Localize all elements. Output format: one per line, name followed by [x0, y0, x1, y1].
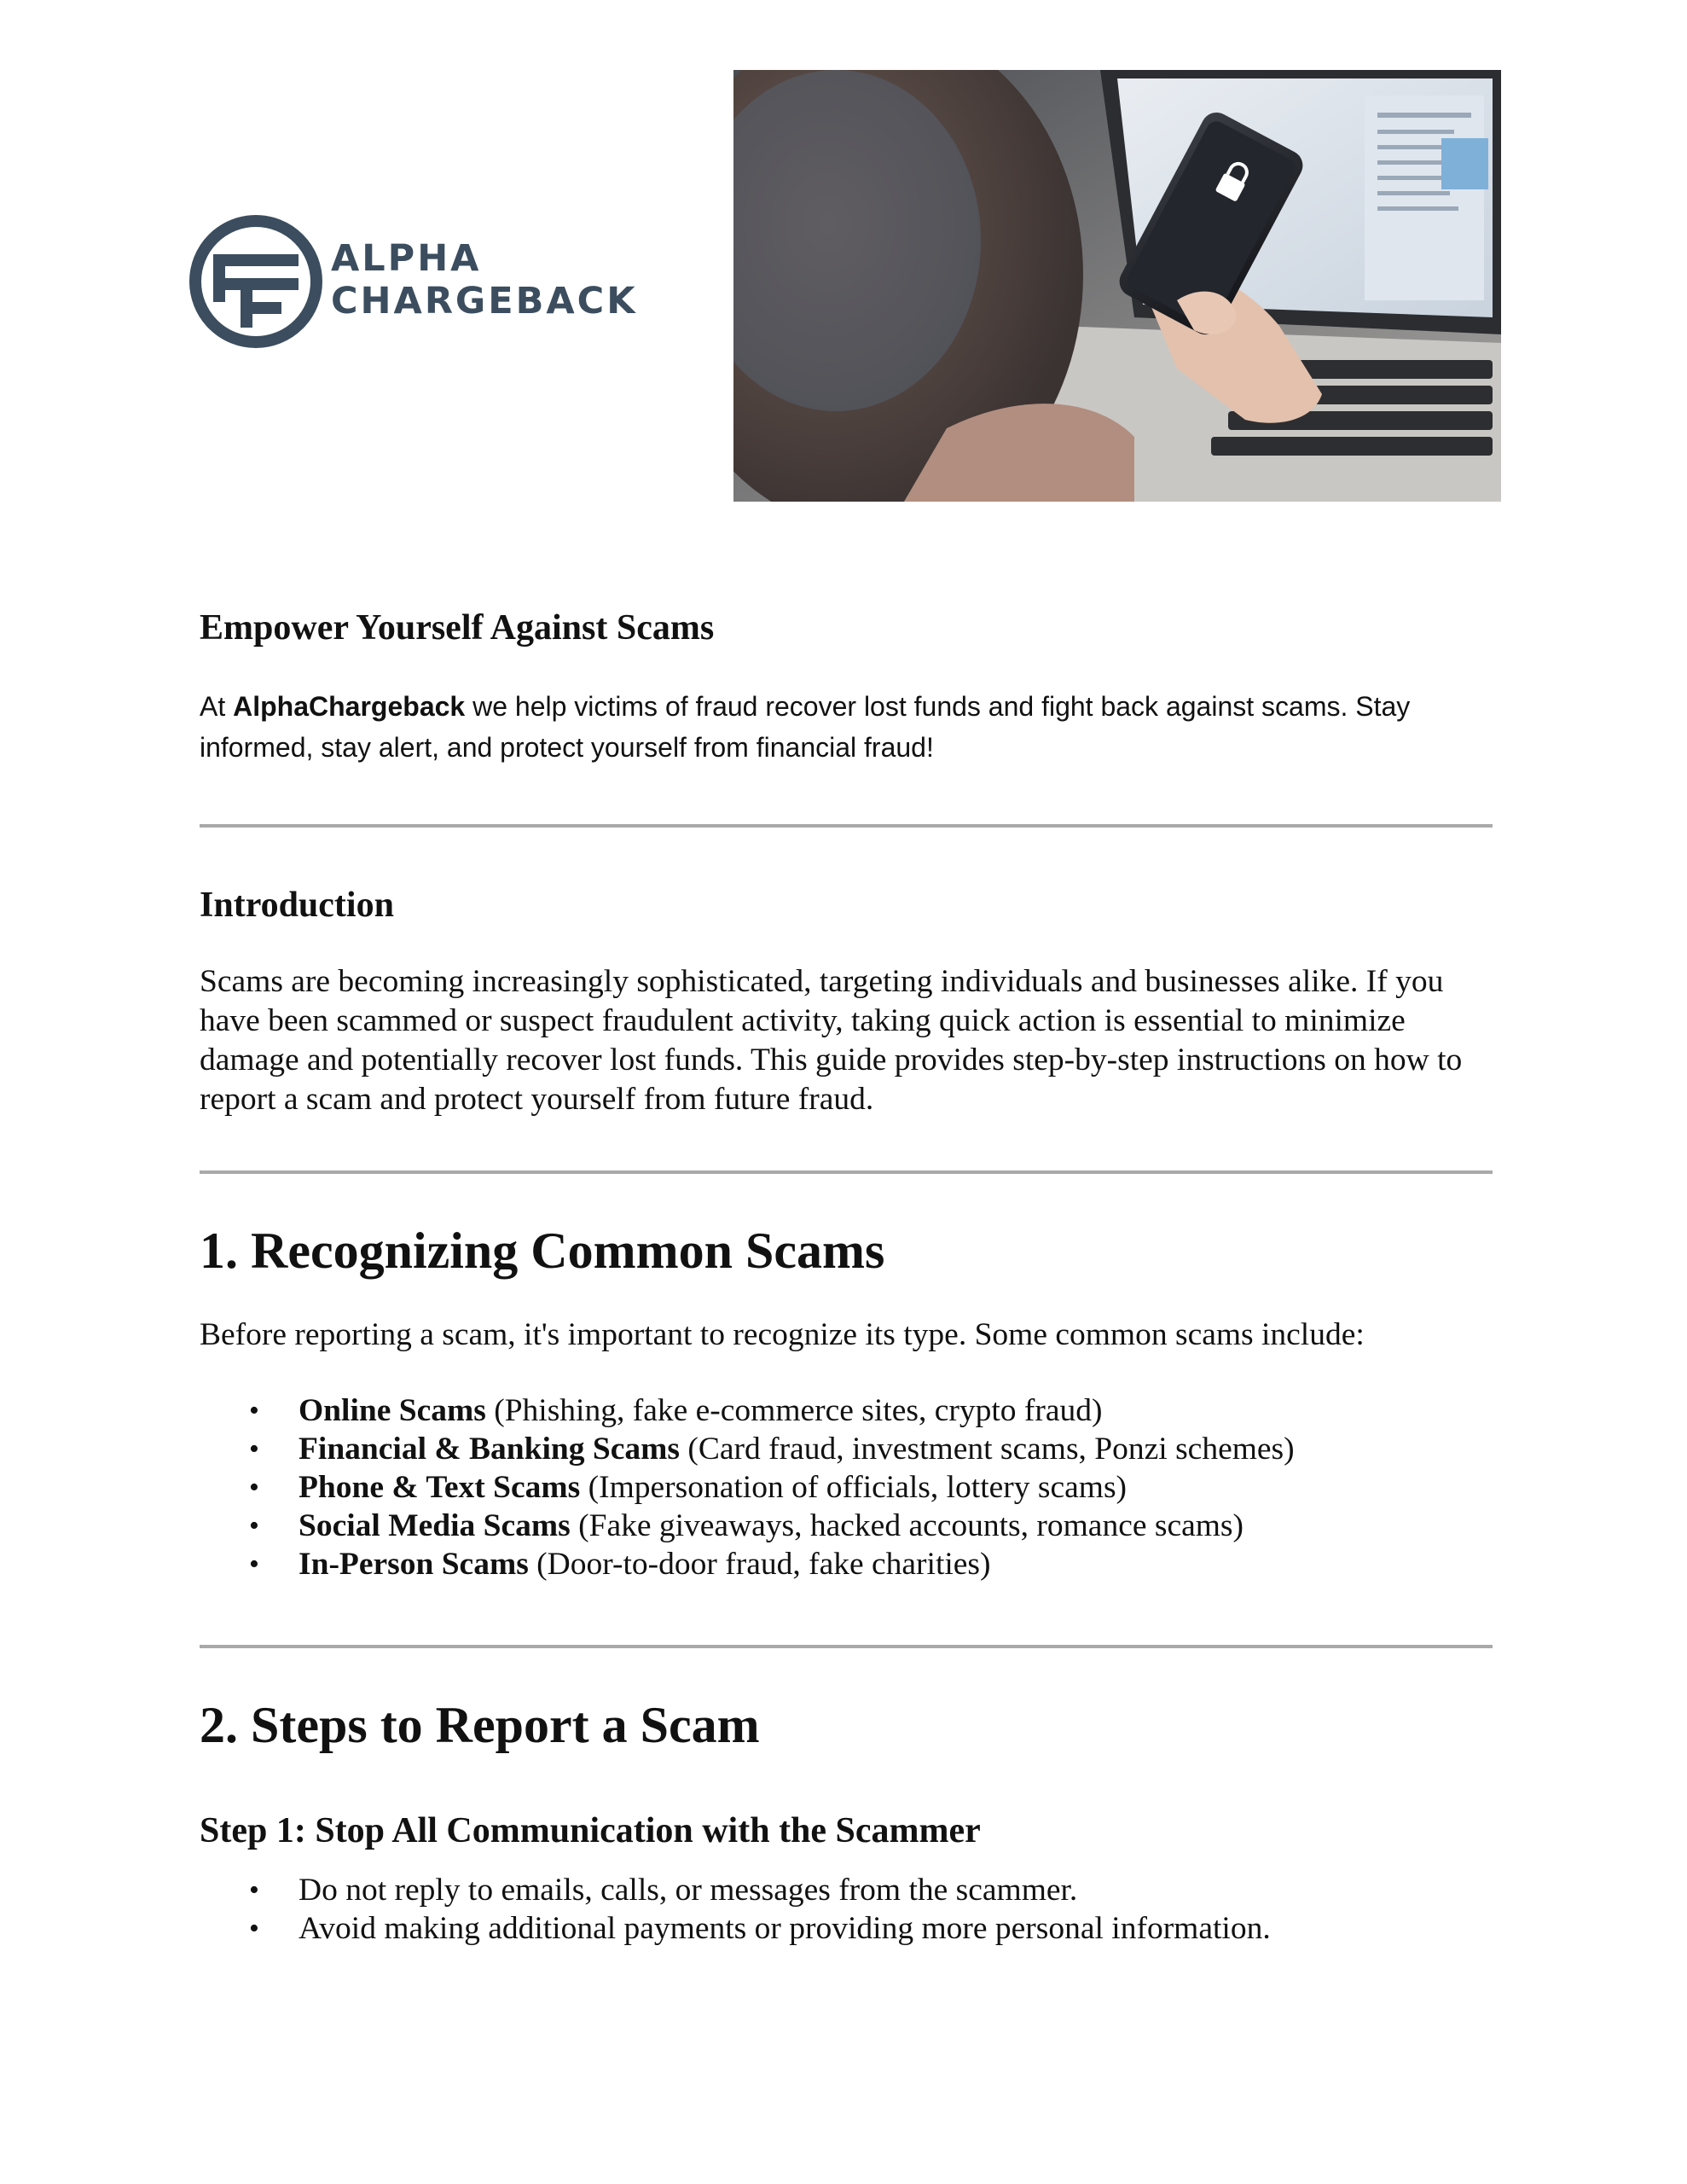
logo-line-2: CHARGEBACK [331, 280, 638, 322]
list-item-text: (Fake giveaways, hacked accounts, romance scams) [570, 1508, 1244, 1543]
list-item-text: (Card fraud, investment scams, Ponzi schemes) [679, 1432, 1295, 1467]
list-item-text: (Door-to-door fraud, fake charities) [528, 1547, 991, 1582]
list-item: • Do not reply to emails, calls, or messages from the scammer. [200, 1871, 1496, 1909]
section-1-heading: 1. Recognizing Common Scams [200, 1223, 885, 1279]
logo-line-1: ALPHA [331, 237, 482, 280]
list-item: • Avoid making additional payments or providing more personal information. [200, 1909, 1496, 1948]
divider [200, 1170, 1493, 1174]
section-2-heading: 2. Steps to Report a Scam [200, 1697, 760, 1753]
section-1-lead: Before reporting a scam, it's important to recognize its type. Some common scams include: [200, 1317, 1365, 1352]
list-item [200, 1507, 1496, 1545]
tagline-prefix: At [200, 691, 234, 722]
list-item [200, 1430, 1496, 1468]
list-item-text: (Phishing, fake e-commerce sites, crypto fraud) [485, 1393, 1103, 1428]
scam-types-list [200, 1391, 1496, 1583]
tagline-rest: we help victims of fraud recover lost funds and fight back against scams. Stay informed, stay alert, and protect yourself from financial fraud! [200, 691, 1411, 763]
list-item-bold: Online Scams [299, 1393, 486, 1428]
divider [200, 1645, 1493, 1648]
tagline-heading: Empower Yourself Against Scams [200, 608, 715, 648]
brand-logo [188, 213, 640, 350]
list-item-text: (Impersonation of officials, lottery scams) [580, 1470, 1128, 1505]
list-item [200, 1545, 1496, 1583]
list-item-bold: Phone & Text Scams [299, 1470, 581, 1505]
list-item [200, 1391, 1496, 1430]
step-1-heading: Step 1: Stop All Communication with the Scammer [200, 1811, 981, 1850]
introduction-paragraph: Scams are becoming increasingly sophisticated, targeting individuals and businesses alike. If you have been scammed or suspect fraudulent activity, taking quick action is essential to minimize damage and potentially recover lost funds. This guide provides step-by-step instructions on how to report a scam and protect yourself from future fraud. [200, 964, 1463, 1117]
tagline-paragraph [200, 686, 1462, 768]
logo-wordmark [331, 237, 638, 322]
divider [200, 824, 1493, 828]
hero-illustration [733, 70, 1501, 502]
list-item-bold: Financial & Banking Scams [299, 1432, 680, 1467]
step-1-list [200, 1871, 1496, 1948]
introduction-heading: Introduction [200, 886, 394, 925]
list-item [200, 1468, 1496, 1507]
list-item-bold: In-Person Scams [299, 1547, 529, 1582]
hero-photo [733, 70, 1501, 502]
tagline-brand: AlphaChargeback [233, 691, 466, 722]
list-item-bold: Social Media Scams [299, 1508, 571, 1543]
logo-mark-icon [188, 213, 324, 350]
